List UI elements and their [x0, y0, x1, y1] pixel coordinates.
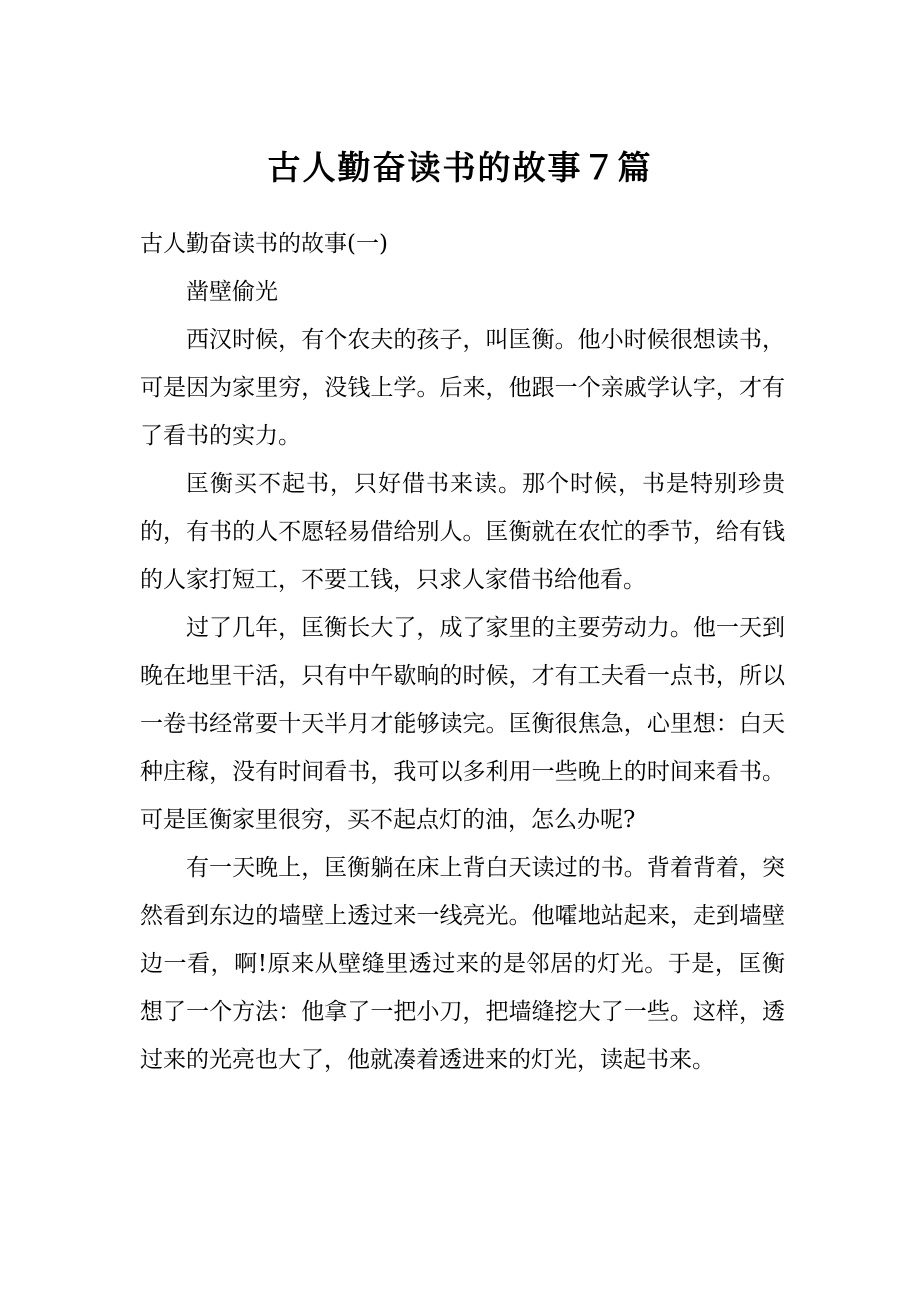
document-body	[140, 220, 785, 1084]
paragraph-3: 过了几年，匡衡长大了，成了家里的主要劳动力。他一天到晚在地里干活，只有中午歇晌的时候，才有工夫看一点书，所以一卷书经常要十天半月才能够读完。匡衡很焦急，心里想：白天种庄稼，没有时间看书，我可以多利用一些晚上的时间来看书。可是匡衡家里很穷，买不起点灯的油，怎么办呢?	[140, 615, 785, 833]
paragraph-4: 有一天晚上，匡衡躺在床上背白天读过的书。背着背着，突然看到东边的墙壁上透过来一线亮光。他嚯地站起来，走到墙壁边一看，啊!原来从壁缝里透过来的是邻居的灯光。于是，匡衡想了一个方法：他拿了一把小刀，把墙缝挖大了一些。这样，透过来的光亮也大了，他就凑着透进来的灯光，读起书来。	[140, 855, 785, 1073]
story-title: 凿壁偷光	[186, 279, 278, 305]
section-heading: 古人勤奋读书的故事(一)	[140, 231, 388, 257]
document-title: 古人勤奋读书的故事７篇	[267, 148, 653, 187]
paragraph-1: 西汉时候，有个农夫的孩子，叫匡衡。他小时候很想读书，可是因为家里穷，没钱上学。后来，他跟一个亲戚学认字，才有了看书的实力。	[140, 327, 785, 449]
paragraph-2: 匡衡买不起书，只好借书来读。那个时候，书是特别珍贵的，有书的人不愿轻易借给别人。匡衡就在农忙的季节，给有钱的人家打短工，不要工钱，只求人家借书给他看。	[140, 471, 785, 593]
